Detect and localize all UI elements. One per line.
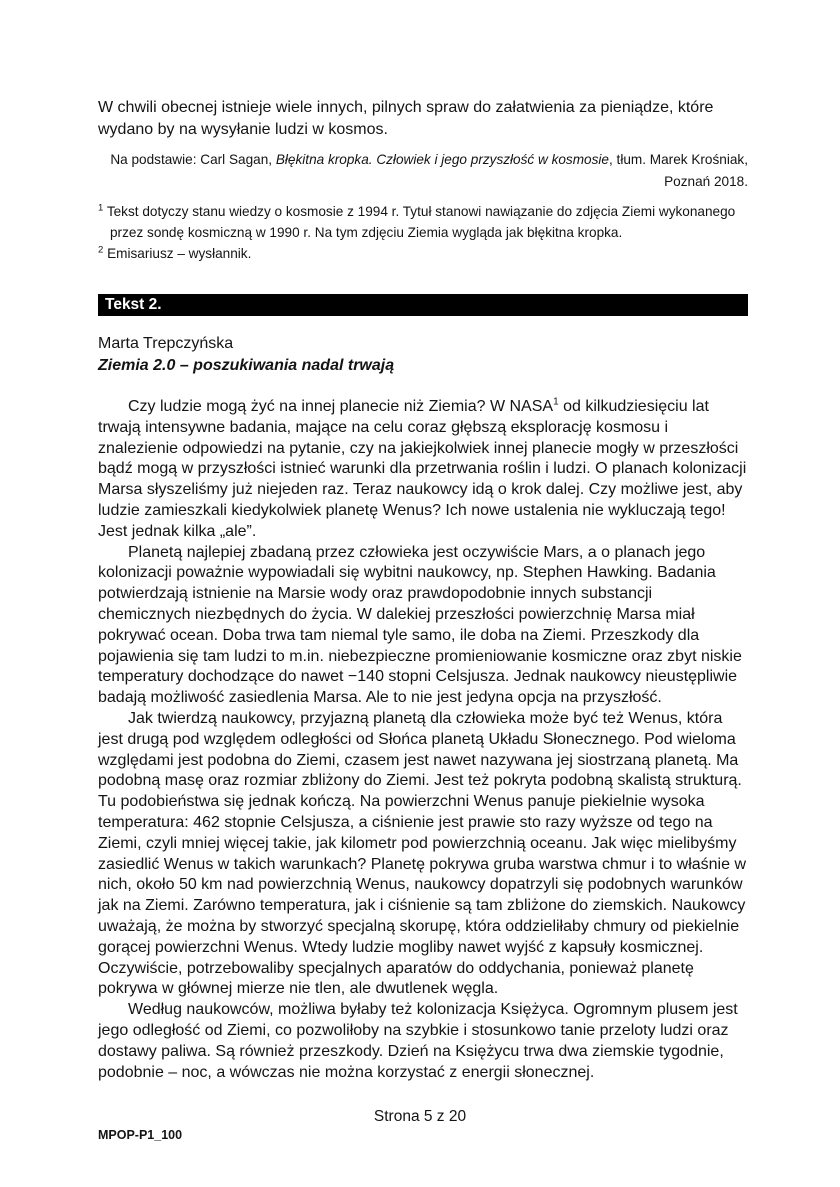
paragraph-1-text-end: od kilkudziesięciu lat trwają intensywne badania, mające na celu coraz głębszą eksplorację kosmosu i znalezienie odpowiedzi na pytanie, czy na jakiejkolwiek innej planecie mogły w przeszłości bądź mogą w przyszłości istnieć warunki dla przetrwania roślin i ludzi. O planach kolonizacji Marsa słyszeliśmy już niejeden raz. Teraz naukowcy idą o krok dalej. Czy możliwe jest, aby ludzie zamieszkali kiedykolwiek planetę Wenus? Ich nowe ustalenia nie wykluczają tego! Jest jednak kilka „ale”. bbox=[98, 398, 747, 540]
attribution-line-2: Poznań 2018. bbox=[664, 174, 748, 189]
article-title: Ziemia 2.0 – poszukiwania nadal trwają bbox=[98, 357, 395, 374]
article-paragraph-3: Jak twierdzą naukowcy, przyjazną planetą dla człowieka może być też Wenus, która jest drugą pod względem odległości od Słońca planetą Układu Słonecznego. Pod wieloma względami jest podobna do Ziemi, czasem jest nawet nazywana jej siostrzaną planetą. Ma podobną masę oraz rozmiar zbliżony do Ziemi. Jest też pokryta podobną skalistą strukturą. Tu podobieństwa się jednak kończą. Na powierzchni Wenus panuje piekielnie wysoka temperatura: 462 stopnie Celsjusza, a ciśnienie jest prawie sto razy wyższe od tego na Ziemi, czyli mniej więcej takie, jak kilometr pod powierzchnią oceanu. Jak więc mielibyśmy zasiedlić Wenus w takich warunkach? Planetę pokrywa gruba warstwa chmur i to właśnie w nich, około 50 km nad powierzchnią Wenus, naukowcy dopatrzyli się podobnych warunków jak na Ziemi. Zarówno temperatura, jak i ciśnienie są tam zbliżone do ziemskich. Naukowcy uważają, że można by stworzyć specjalną skorupę, która oddzieliłaby chmury od piekielnie gorącej powierzchni Wenus. Wtedy ludzie mogliby nawet wyjść z kapsuły kosmicznej. Oczywiście, potrzebowaliby specjalnych aparatów do oddychania, ponieważ planetę pokrywa w głównej mierze nie tlen, ale dwutlenek węgla. bbox=[98, 709, 746, 998]
attribution-line-1 bbox=[98, 149, 748, 171]
section-banner-tekst-2: Tekst 2. bbox=[98, 294, 748, 316]
footnote-1 bbox=[98, 201, 748, 243]
footnote-2-text: Emisariusz – wysłannik. bbox=[107, 246, 252, 261]
source-attribution bbox=[98, 149, 748, 193]
page-content bbox=[98, 0, 748, 1083]
footnotes bbox=[98, 201, 748, 264]
page-number: Strona 5 z 20 bbox=[373, 1108, 467, 1125]
attribution-work-title: Błękitna kropka. Człowiek i jego przyszłość w kosmosie bbox=[275, 152, 609, 167]
article-paragraph-2: Planetą najlepiej zbadaną przez człowieka jest oczywiście Mars, a o planach jego kolonizacji poważnie wypowiadali się wybitni naukowcy, np. Stephen Hawking. Badania potwierdzają istnienie na Marsie wody oraz prawdopodobnie innych substancji chemicznych niezbędnych do życia. W dalekiej przeszłości powierzchnię Marsa miał pokrywać ocean. Doba trwa tam niemal tyle samo, ile doba na Ziemi. Przeszkody dla pojawienia się tam ludzi to m.in. niebezpieczne promieniowanie kosmiczne oraz zbyt niskie temperatury dochodzące do nawet −140 stopni Celsjusza. Jednak naukowcy nieustępliwie badają możliwość zasiedlenia Marsa. Ale to nie jest jedyna opcja na przyszłość. bbox=[98, 543, 742, 707]
footnote-2-marker: 2 bbox=[98, 244, 104, 256]
article-author: Marta Trepczyńska bbox=[98, 335, 234, 352]
form-code: MPOP-P1_100 bbox=[98, 1128, 183, 1142]
attribution-suffix: , tłum. Marek Krośniak, bbox=[609, 152, 748, 167]
intro-paragraph: W chwili obecnej istnieje wiele innych, pilnych spraw do załatwienia za pieniądze, które wydano by na wysyłanie ludzi w kosmos. bbox=[98, 99, 714, 138]
paragraph-1-text-start: Czy ludzie mogą żyć na innej planecie niż Ziemia? W NASA bbox=[128, 398, 554, 415]
article-body bbox=[98, 397, 748, 1083]
article-paragraph-1 bbox=[98, 397, 748, 543]
footnote-reference-1: 1 bbox=[553, 396, 559, 408]
footnote-2 bbox=[98, 243, 748, 264]
footnote-1-text: Tekst dotyczy stanu wiedzy o kosmosie z 1994 r. Tytuł stanowi nawiązanie do zdjęcia Ziemi wykonanego przez sondę kosmiczną w 1990 r. Na tym zdjęciu Ziemia wygląda jak błękitna kropka. bbox=[106, 204, 736, 240]
article-paragraph-4: Według naukowców, możliwa byłaby też kolonizacja Księżyca. Ogromnym plusem jest jego odległość od Ziemi, co pozwoliłoby na szybkie i stosunkowo tanie przeloty ludzi oraz dostawy paliwa. Są również przeszkody. Dzień na Księżycu trwa dwa ziemskie tygodnie, podobnie – noc, a wówczas nie można korzystać z energii słonecznej. bbox=[98, 1001, 738, 1081]
attribution-prefix: Na podstawie: Carl Sagan, bbox=[110, 152, 276, 167]
footnote-1-marker: 1 bbox=[98, 202, 104, 214]
